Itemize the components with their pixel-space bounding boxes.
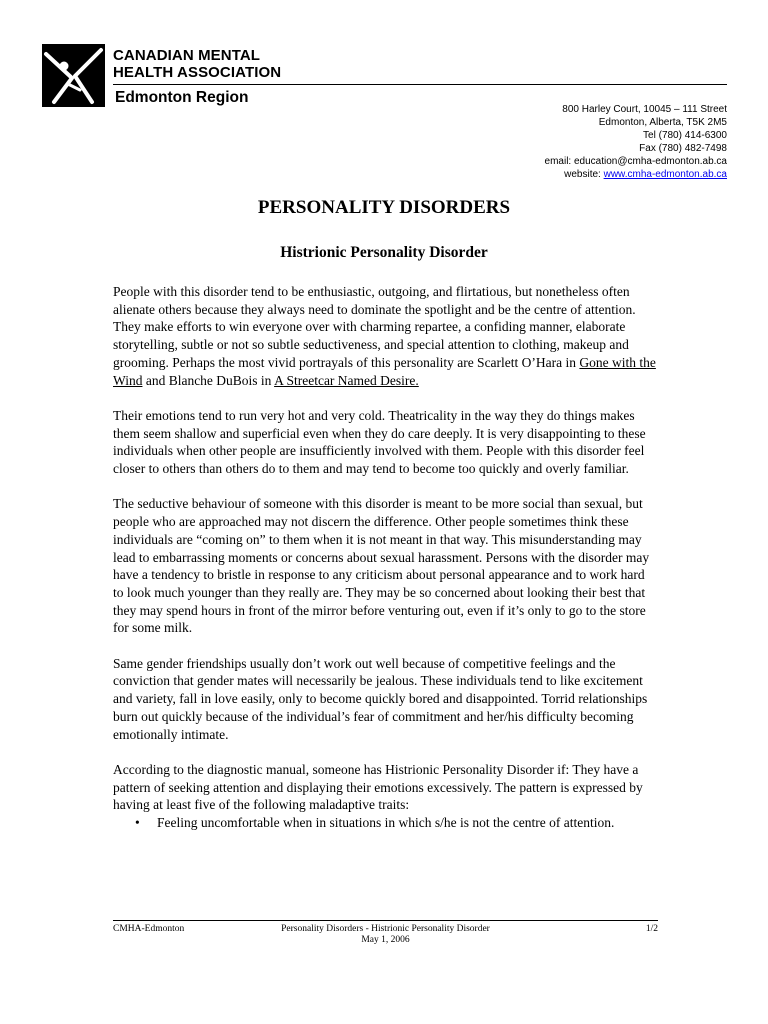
document-title: PERSONALITY DISORDERS [257,197,511,218]
region-name: Edmonton Region [115,89,249,106]
website-line [545,168,727,181]
paragraph-2: Their emotions tend to run very hot and very cold. Theatricality in the way they do things makes them seem shallow and superficial even when they do care deeply. It is very disappointing to these individuals when other people are insufficiently involved with them. People with this disorder feel closer to others than others do to them and may tend to become too quickly and overly familiar. [113,407,646,477]
contact-block [545,103,727,181]
trait-text: Feeling uncomfortable when in situations in which s/he is not the centre of attention. [157,815,615,831]
email: email: education@cmha-edmonton.ab.ca [544,156,727,167]
paragraph-1: People with this disorder tend to be enthusiastic, outgoing, and flirtatious, but nonetheless often alienate others because they always need to dominate the spotlight and be the centre of attention. They make efforts to win everyone over with charming repartee, a confiding manner, elaborate storytelling, subtle or not so subtle seductiveness, and special attention to clothing, makeup and grooming. Perhaps the most vivid portrayals of this personality are Scarlett O’Hara in Gone with the Wind and Blanche DuBois in A Streetcar Named Desire. [113,284,656,388]
org-name-line2: HEALTH ASSOCIATION [113,64,282,81]
list-item [135,814,658,832]
footer-divider [113,920,658,921]
paragraph-3: The seductive behaviour of someone with this disorder is meant to be more social than sexual, but people who are approached may not discern the difference. Other people sometimes think these individuals are “coming on” to them when it is not meant in that way. This misunderstanding may lead to embarrassing moments or concerns about sexual harassment. Persons with the disorder may have a tendency to bristle in response to any criticism about personal appearance and to work hard to look much younger than they really are. They may be so concerned about looking their best that they may spend hours in front of the mirror before venturing out, even if it’s only to go to the store for some milk. [113,496,650,636]
film-title-gone-with-the-wind: Gone with the Wind [113,354,656,388]
website-link[interactable]: www.cmha-edmonton.ab.ca [603,169,727,180]
address-line1: 800 Harley Court, 10045 – 111 Street [562,104,727,115]
page-number: 1/2 [645,924,658,934]
org-name-line1: CANADIAN MENTAL [113,47,261,64]
website-label: website: [564,169,601,180]
bullet-icon: • [135,815,140,831]
address-line2: Edmonton, Alberta, T5K 2M5 [598,117,727,128]
paragraph-5: According to the diagnostic manual, someone has Histrionic Personality Disorder if: They have a pattern of seeking attention and displaying their emotions excessively. The pattern is expressed by having at least five of the following maladaptive traits: [113,761,643,813]
telephone: Tel (780) 414-6300 [643,130,727,141]
footer-organization: CMHA-Edmonton [113,924,185,934]
document-subtitle: Histrionic Personality Disorder [280,244,488,261]
footer-document-info [113,924,658,946]
document-body [113,283,658,832]
paragraph-4: Same gender friendships usually don’t work out well because of competitive feelings and the conviction that gender mates will necessarily be jealous. These individuals tend to like excitement and variety, fall in love easily, only to become quickly bored and disappointed. Torrid relationships burn out quickly because of the individual’s fear of commitment and her/his difficulty becoming emotionally intimate. [113,655,648,742]
fax: Fax (780) 482-7498 [639,143,727,154]
organization-name [113,47,281,81]
footer-document-title: Personality Disorders - Histrionic Personality Disorder [281,924,490,934]
traits-list [113,814,658,832]
footer-date: May 1, 2006 [361,935,410,945]
header-divider [113,84,727,85]
cmha-logo [42,44,105,107]
cmha-figure-logo-icon [42,44,105,107]
film-title-streetcar: A Streetcar Named Desire. [274,372,419,388]
